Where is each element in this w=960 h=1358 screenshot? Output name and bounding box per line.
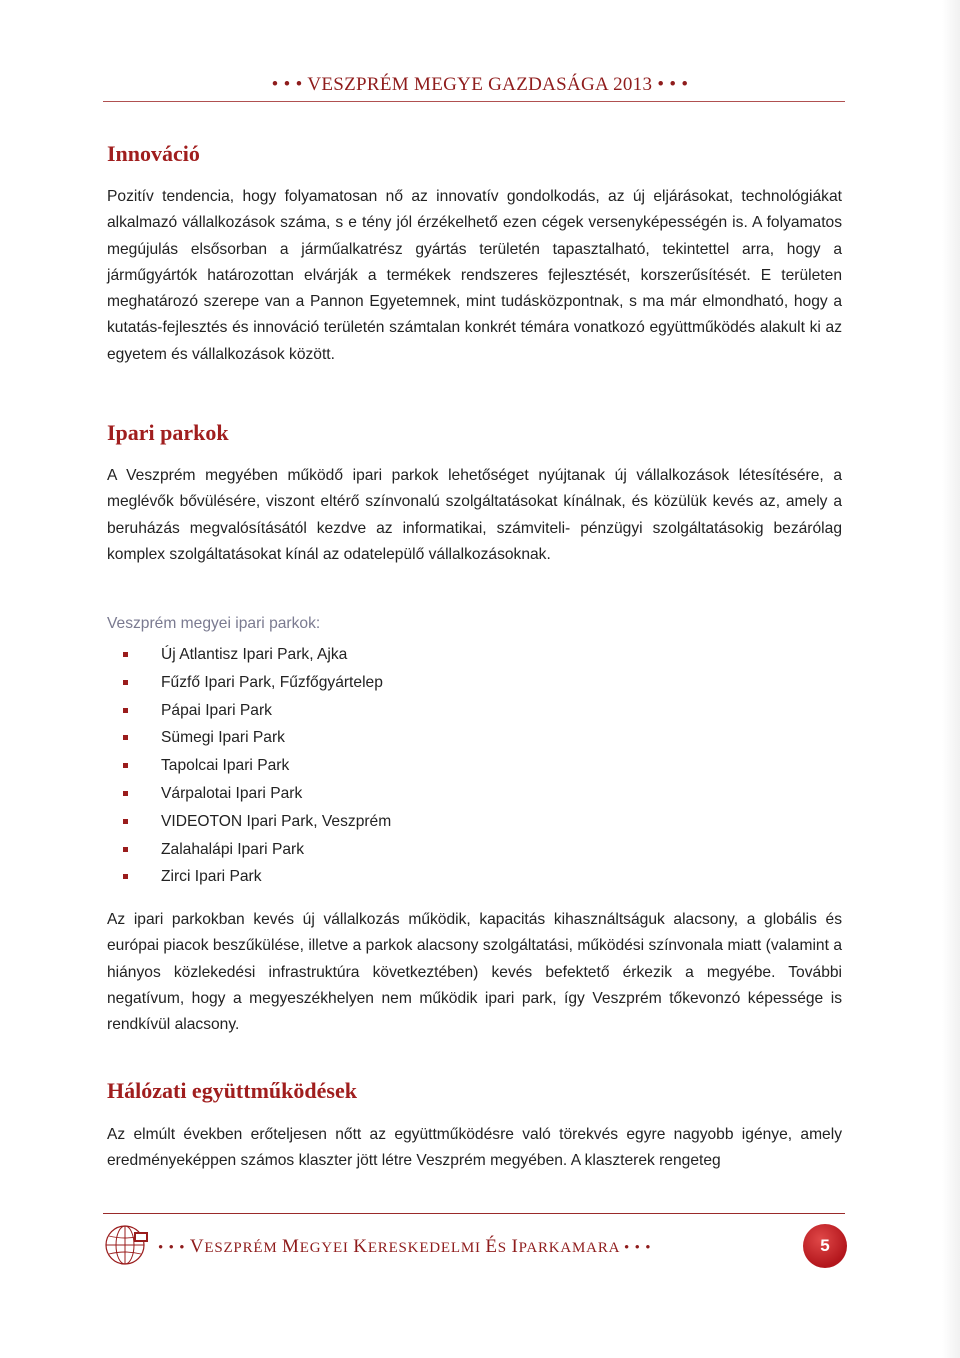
park-name: Tapolcai Ipari Park [161,757,290,775]
list-item [123,697,391,725]
square-bullet-icon [123,652,128,657]
park-name: Új Atlantisz Ipari Park, Ajka [161,646,348,663]
footer-org-cap: É [485,1236,498,1257]
chamber-globe-logo-icon [104,1222,150,1268]
header-divider [103,101,845,102]
paragraph-ipari-parkok: A Veszprém megyében működő ipari parkok lehetőséget nyújtanak új vállalkozások létesítésére, a meglévők bővülésére, viszont eltérő színvonalú szolgáltatásokat kínálnak, és közülük kevés az, amely a beruházás megvalósításától kezdve az informatikai, számviteli- pénzügyi szolgáltatásokig bezárólag komplex szolgáltatásokat kínál az odatelepülő vállalkozásoknak. [107,467,842,563]
footer-dots-right: • • • [624,1240,652,1256]
list-item [123,669,391,697]
park-name: Zirci Ipari Park [161,868,262,886]
paragraph-halozati: Az elmúlt években erőteljesen nőtt az együttműködésre való törekvés egyre nagyobb igénye, amely eredményeképpen számos klaszter jött létre Veszprém megyében. A klaszterek rengeteg [107,1126,842,1170]
park-name: Fűzfő Ipari Park, Fűzfőgyártelep [161,673,383,691]
square-bullet-icon [123,819,128,824]
park-name: Zalahalápi Ipari Park [161,840,305,858]
footer-org-cap: M [282,1236,300,1257]
footer-org-cap: K [353,1236,368,1257]
square-bullet-icon [123,708,128,713]
square-bullet-icon [123,874,128,879]
park-name: Pápai Ipari Park [161,701,272,719]
square-bullet-icon [123,680,128,685]
footer-dots-left: • • • [158,1240,186,1256]
footer-divider [103,1213,845,1214]
park-name: Sümegi Ipari Park [161,729,285,747]
section-title-halozati: Hálózati együttműködések [107,1078,357,1103]
footer-org-part: PARKAMARA [518,1240,620,1256]
industrial-parks-list [123,641,391,891]
list-item [123,808,391,836]
header-title: VESZPRÉM MEGYE GAZDASÁGA 2013 [307,74,653,95]
page-number-badge: 5 [803,1224,847,1268]
list-item [123,724,391,752]
paragraph-ipari-parkok-closing: Az ipari parkokban kevés új vállalkozás működik, kapacitás kihasználtságuk alacsony, a globális és európai piacok beszűkülése, illetve a parkok alacsony szolgáltatási, működési színvonala miatt (valamint a hiányos közlekedési infrastruktúra következtében) kevés befektető érkezik a megyébe. További negatívum, hogy a megyeszékhelyen nem működik ipari park, így Veszprém tőkevonzó képessége is rendkívül alacsony. [107,911,842,1034]
square-bullet-icon [123,847,128,852]
page-edge-shadow [942,0,960,1358]
footer-org-part: ERESKEDELMI [367,1240,486,1256]
header-dots-right: • • • [657,74,689,95]
footer-org-cap: I [511,1236,519,1257]
list-item [123,780,391,808]
list-item [123,836,391,864]
header-dots-left: • • • [271,74,303,95]
section-title-innovacio: Innováció [107,141,200,166]
square-bullet-icon [123,735,128,740]
list-item [123,641,391,669]
park-name: Várpalotai Ipari Park [161,784,303,802]
list-item [123,752,391,780]
footer-org-part: EGYEI [299,1240,354,1256]
square-bullet-icon [123,763,128,768]
footer-org-part: ESZPRÉM [204,1240,283,1256]
running-header [0,74,960,96]
paragraph-innovacio: Pozitív tendencia, hogy folyamatosan nő az innovatív gondolkodás, az új eljárásokat, technológiákat alkalmazó vállalkozások száma, s e tény jól érzékelhető ezen cégek versenyképességén is. A folyamatos megújulás elsősorban a járműalkatrész gyártás területén tapasztalható, tekintettel arra, hogy a járműgyártók határozottan elvárják a termékek rendszeres fejlesztését, korszerűsítését. E területen meghatározó szerepe van a Pannon Egyetemnek, mint tudásközpontnak, s ma már elmondható, hogy a kutatás-fejlesztés és innováció területén számtalan konkrét témára vonatkozó együttműködés alakult ki az egyetem és vállalkozások között. [107,188,842,363]
section-title-ipari-parkok: Ipari parkok [107,420,229,445]
park-name: VIDEOTON Ipari Park, Veszprém [161,812,392,830]
footer-organization [158,1236,651,1258]
footer-org-part: S [497,1240,512,1256]
footer-org-cap: V [189,1236,205,1257]
parks-list-title: Veszprém megyei ipari parkok: [107,615,321,632]
list-item [123,863,391,891]
square-bullet-icon [123,791,128,796]
